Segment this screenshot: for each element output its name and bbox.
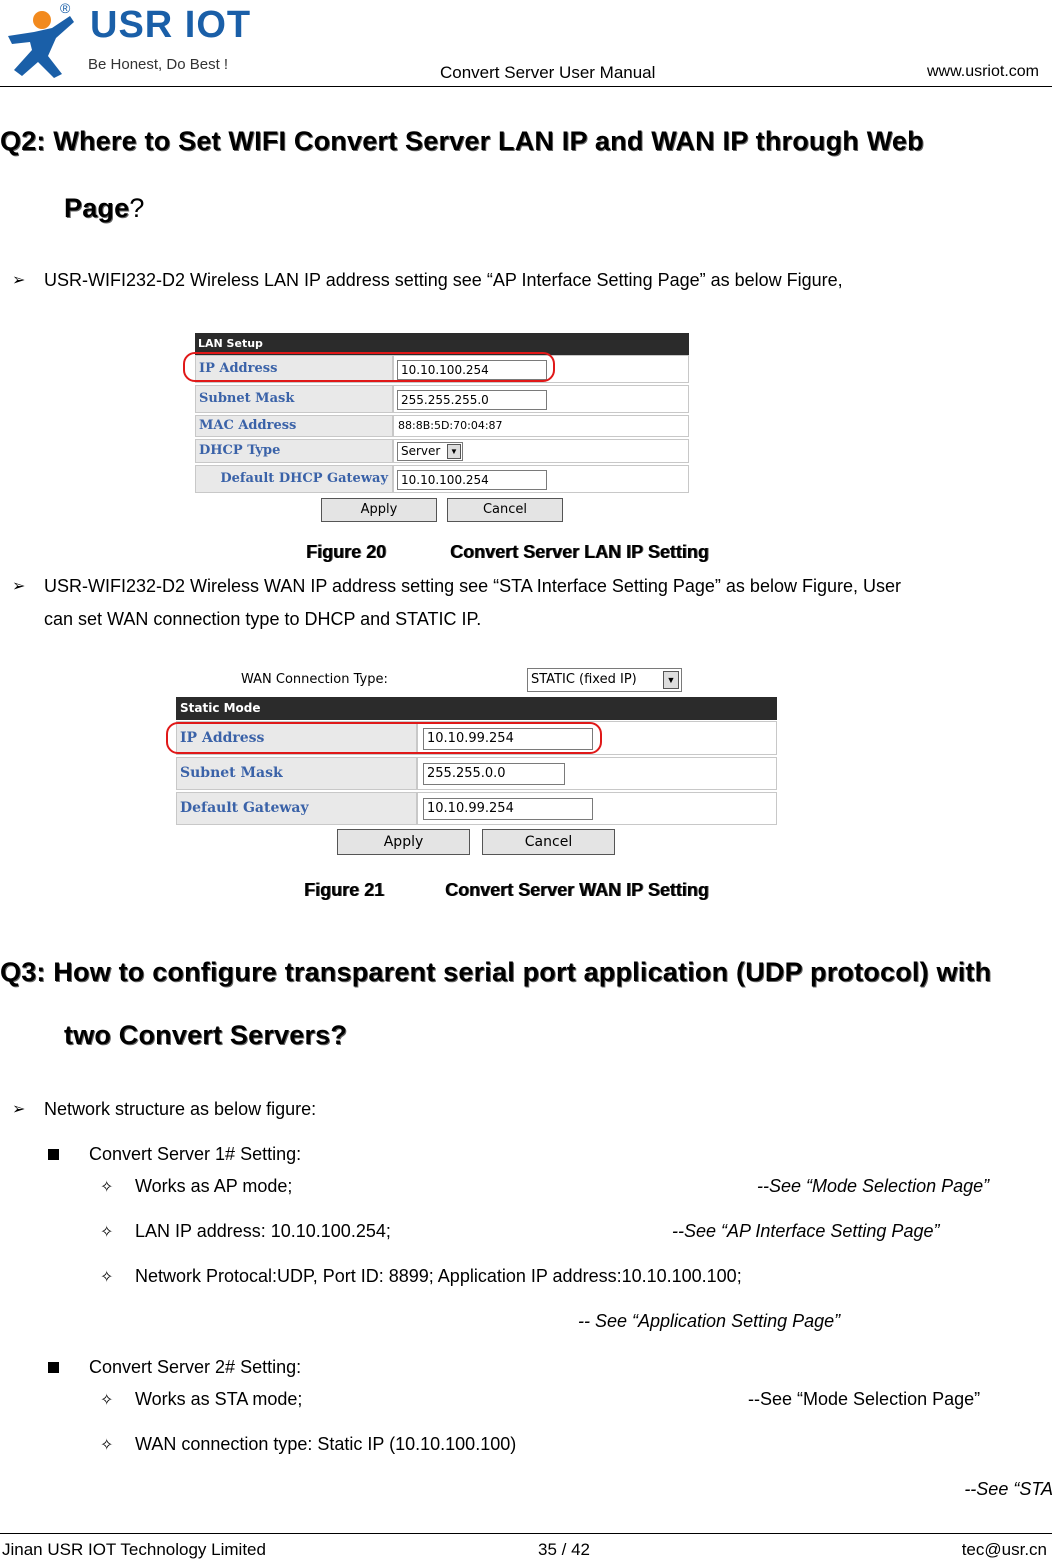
- q3-heading-line2: two Convert Servers?: [64, 1020, 348, 1050]
- lan-ip-highlight: [183, 352, 555, 382]
- square-bullet-icon: [48, 1362, 59, 1373]
- wan-cancel-button[interactable]: Cancel: [482, 829, 615, 855]
- static-mode-bar: Static Mode: [176, 697, 777, 720]
- server1-lan-ip-ref: --See “AP Interface Setting Page”: [672, 1221, 940, 1241]
- server2-mode-ref: --See “Mode Selection Page”: [748, 1389, 981, 1409]
- q3-network-structure: Network structure as below figure:: [44, 1099, 317, 1119]
- lan-cancel-button[interactable]: Cancel: [447, 498, 563, 522]
- header-divider: [0, 86, 1052, 87]
- lan-mac-value: 88:8B:5D:70:04:87: [393, 415, 689, 437]
- q2-item-lan: USR-WIFI232-D2 Wireless LAN IP address setting see “AP Interface Setting Page” as below Figure,: [44, 270, 843, 290]
- lan-ip-label: IP Address: [195, 355, 393, 383]
- lan-subnet-cell: [393, 385, 689, 413]
- lan-setup-bar: LAN Setup: [195, 333, 689, 355]
- q2-item-wan-line2: can set WAN connection type to DHCP and STATIC IP.: [44, 609, 482, 629]
- arrow-bullet-icon: ➢: [12, 578, 26, 595]
- wan-gateway-label: Default Gateway: [176, 792, 417, 825]
- logo-figure-icon: [4, 6, 76, 80]
- server2-wan-ref: --See “STA: [964, 1479, 1053, 1499]
- lan-gateway-label: Default DHCP Gateway: [195, 465, 393, 493]
- diamond-bullet-icon: ✧: [100, 1179, 114, 1196]
- server1-mode: Works as AP mode;: [135, 1176, 293, 1196]
- wan-gateway-cell: [417, 792, 777, 825]
- lan-subnet-label: Subnet Mask: [195, 385, 393, 413]
- q2-heading-page: Page: [64, 193, 130, 223]
- diamond-bullet-icon: ✧: [100, 1437, 114, 1454]
- lan-dhcp-cell: [393, 439, 689, 463]
- logo-text: USR IOT: [90, 4, 252, 46]
- arrow-bullet-icon: ➢: [12, 272, 26, 289]
- lan-mac-label: MAC Address: [195, 415, 393, 437]
- q2-heading-mark: ?: [129, 193, 145, 223]
- wan-apply-button[interactable]: Apply: [337, 829, 470, 855]
- q2-heading-line2: [64, 193, 145, 224]
- wan-subnet-input[interactable]: 255.255.0.0: [423, 763, 565, 785]
- footer-divider: [0, 1533, 1052, 1534]
- wan-ip-label: IP Address: [176, 721, 417, 755]
- figure20-caption: Convert Server LAN IP Setting: [450, 542, 709, 562]
- header-url: www.usriot.com: [926, 63, 1039, 80]
- server2-title: Convert Server 2# Setting:: [89, 1357, 302, 1377]
- lan-gateway-cell: [393, 465, 689, 493]
- server1-title: Convert Server 1# Setting:: [89, 1144, 302, 1164]
- lan-apply-button[interactable]: Apply: [321, 498, 437, 522]
- square-bullet-icon: [48, 1149, 59, 1160]
- server1-mode-ref: --See “Mode Selection Page”: [757, 1176, 990, 1196]
- footer-company: Jinan USR IOT Technology Limited: [2, 1540, 266, 1559]
- q3-heading-line1: Q3: How to configure transparent serial port application (UDP protocol) with: [0, 957, 992, 987]
- diamond-bullet-icon: ✧: [100, 1392, 114, 1409]
- footer-email: tec@usr.cn: [961, 1540, 1047, 1559]
- document-title: Convert Server User Manual: [440, 63, 656, 82]
- server2-mode: Works as STA mode;: [135, 1389, 303, 1409]
- dropdown-arrow-icon[interactable]: ▼: [663, 671, 679, 689]
- q2-item-wan-line1: USR-WIFI232-D2 Wireless WAN IP address setting see “STA Interface Setting Page” as below Figure, User: [44, 576, 901, 596]
- diamond-bullet-icon: ✧: [100, 1269, 114, 1286]
- wan-gateway-input[interactable]: 10.10.99.254: [423, 798, 593, 820]
- wan-subnet-label: Subnet Mask: [176, 757, 417, 790]
- wan-subnet-cell: [417, 757, 777, 790]
- lan-gateway-input[interactable]: 10.10.100.254: [397, 470, 547, 490]
- logo-slogan: Be Honest, Do Best !: [88, 56, 229, 73]
- figure21-number: Figure 21: [304, 880, 385, 900]
- dropdown-arrow-icon[interactable]: ▼: [447, 444, 461, 459]
- figure21-caption: Convert Server WAN IP Setting: [445, 880, 709, 900]
- server2-wan: WAN connection type: Static IP (10.10.100.100): [135, 1434, 517, 1454]
- wan-conn-label: WAN Connection Type:: [241, 672, 388, 687]
- q2-heading-line1: Q2: Where to Set WIFI Convert Server LAN IP and WAN IP through Web: [0, 126, 924, 156]
- lan-dhcp-select[interactable]: Server: [397, 442, 463, 461]
- server1-protocol-ref: -- See “Application Setting Page”: [578, 1311, 841, 1331]
- footer-page-number: 35 / 42: [538, 1540, 590, 1559]
- logo-registered-mark: ®: [60, 0, 71, 16]
- lan-ip-input[interactable]: 10.10.100.254: [397, 360, 547, 380]
- arrow-bullet-icon: ➢: [12, 1101, 26, 1118]
- diamond-bullet-icon: ✧: [100, 1224, 114, 1241]
- lan-subnet-input[interactable]: 255.255.255.0: [397, 390, 547, 410]
- server1-protocol: Network Protocal:UDP, Port ID: 8899; Application IP address:10.10.100.100;: [135, 1266, 742, 1286]
- figure20-number: Figure 20: [306, 542, 387, 562]
- server1-lan-ip: LAN IP address: 10.10.100.254;: [135, 1221, 391, 1241]
- lan-dhcp-label: DHCP Type: [195, 439, 393, 463]
- wan-ip-input[interactable]: 10.10.99.254: [423, 728, 593, 750]
- wan-conn-select[interactable]: STATIC (fixed IP): [527, 668, 682, 692]
- wan-ip-highlight: [166, 722, 602, 754]
